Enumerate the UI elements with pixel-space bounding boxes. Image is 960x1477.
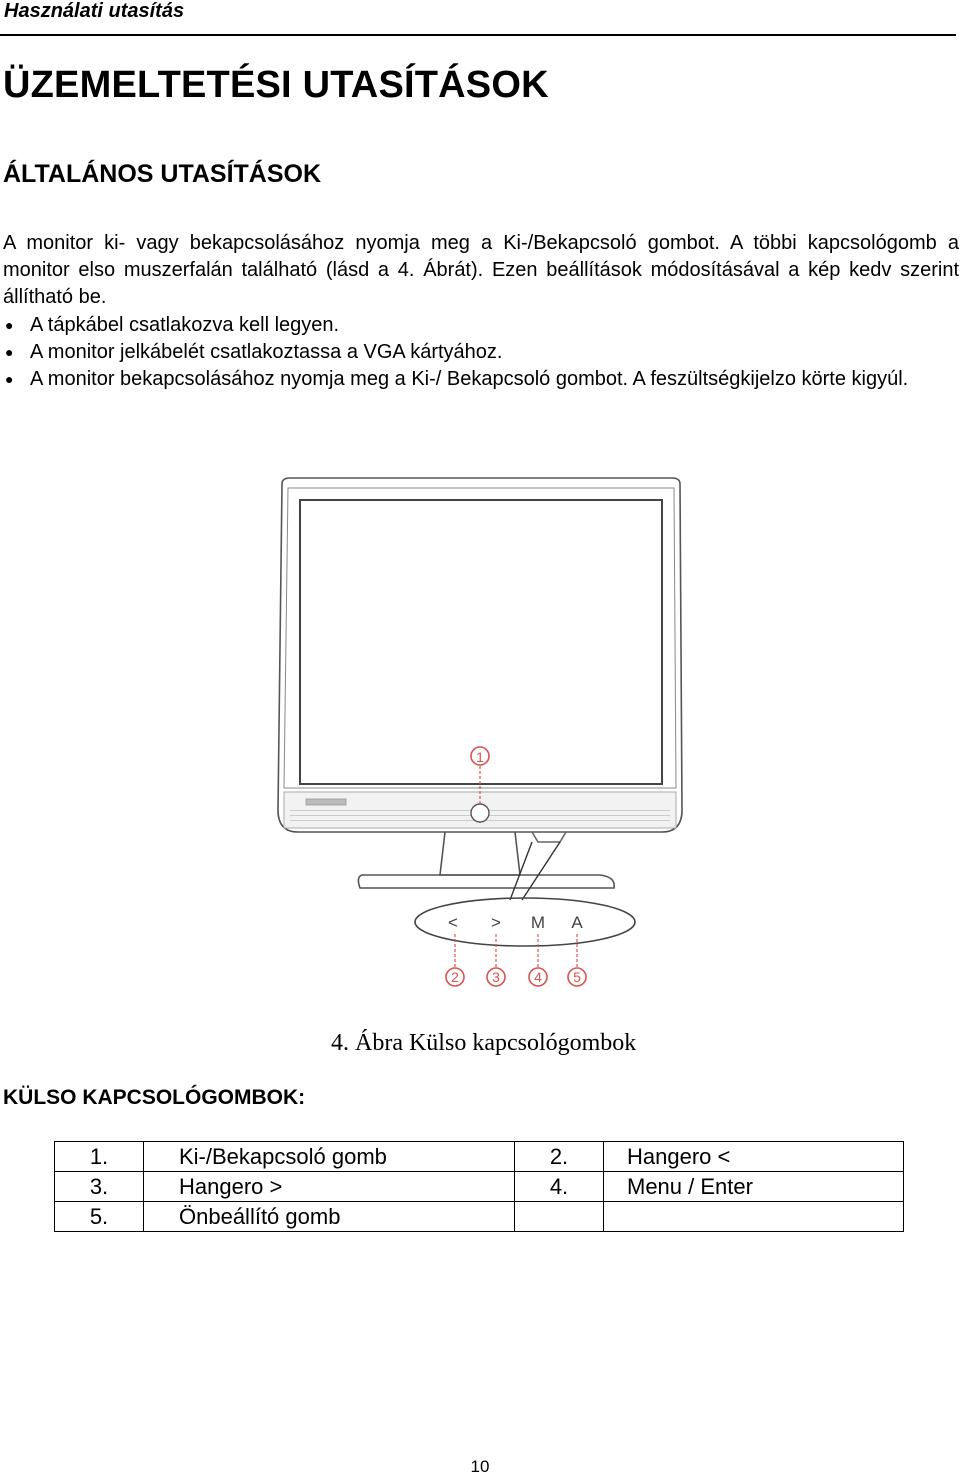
auto-symbol: A bbox=[571, 913, 583, 932]
callout-2-label: 2 bbox=[451, 969, 459, 985]
list-item bbox=[3, 366, 959, 393]
callout-3-label: 3 bbox=[492, 969, 500, 985]
right-arrow-symbol: > bbox=[491, 913, 501, 932]
list-item-text: A tápkábel csatlakozva kell legyen. bbox=[30, 314, 340, 336]
table-row bbox=[55, 1172, 904, 1202]
table-cell: 4. bbox=[515, 1172, 604, 1202]
table-cell: 2. bbox=[515, 1142, 604, 1172]
table-cell bbox=[515, 1202, 604, 1232]
page-number: 10 bbox=[470, 1457, 490, 1476]
left-arrow-symbol: < bbox=[448, 913, 458, 932]
power-button-icon bbox=[471, 804, 489, 822]
list-item-text: A monitor bekapcsolásához nyomja meg a Ki-/ Bekapcsoló gombot. A feszültségkijelzo körte kigyúl. bbox=[30, 368, 909, 390]
monitor-screen bbox=[300, 500, 662, 784]
table-cell: Menu / Enter bbox=[604, 1172, 904, 1202]
controls-table bbox=[54, 1141, 904, 1232]
table-cell: 3. bbox=[55, 1172, 144, 1202]
bullet-icon: ● bbox=[5, 344, 14, 360]
callout-5-label: 5 bbox=[573, 969, 581, 985]
page-title: ÜZEMELTETÉSI UTASÍTÁSOK bbox=[3, 64, 549, 106]
table-cell: Hangero > bbox=[144, 1172, 515, 1202]
table-cell: Hangero < bbox=[604, 1142, 904, 1172]
table-row bbox=[55, 1202, 904, 1232]
figure-caption: 4. Ábra Külso kapcsológombok bbox=[331, 1030, 637, 1056]
table-row bbox=[55, 1142, 904, 1172]
table-cell: 1. bbox=[55, 1142, 144, 1172]
intro-paragraph: A monitor ki- vagy bekapcsolásához nyomja meg a Ki-/Bekapcsoló gombot. A többi kapcsológomb a monitor elso muszerfalán található (lásd a 4. Ábrát). Ezen beállítások módosításával a kép kedv szerint állítható be. bbox=[3, 232, 959, 308]
table-cell bbox=[604, 1202, 904, 1232]
menu-symbol: M bbox=[530, 913, 546, 932]
section-subtitle: ÁLTALÁNOS UTASÍTÁSOK bbox=[3, 160, 322, 188]
header-rule bbox=[0, 34, 956, 36]
table-cell: Önbeállító gomb bbox=[144, 1202, 515, 1232]
list-item bbox=[3, 312, 959, 339]
callout-4-label: 4 bbox=[534, 969, 542, 985]
bullet-icon: ● bbox=[5, 317, 14, 333]
table-cell: 5. bbox=[55, 1202, 144, 1232]
list-item bbox=[3, 339, 959, 366]
table-cell: Ki-/Bekapcsoló gomb bbox=[144, 1142, 515, 1172]
instruction-list bbox=[3, 312, 959, 393]
document-header: Használati utasítás bbox=[4, 0, 185, 22]
monitor-illustration bbox=[270, 470, 690, 1010]
bullet-icon: ● bbox=[5, 371, 14, 387]
controls-heading: KÜLSO KAPCSOLÓGOMBOK: bbox=[3, 1086, 306, 1109]
callout-1-label: 1 bbox=[476, 749, 484, 765]
list-item-text: A monitor jelkábelét csatlakoztassa a VGA kártyához. bbox=[30, 341, 503, 363]
